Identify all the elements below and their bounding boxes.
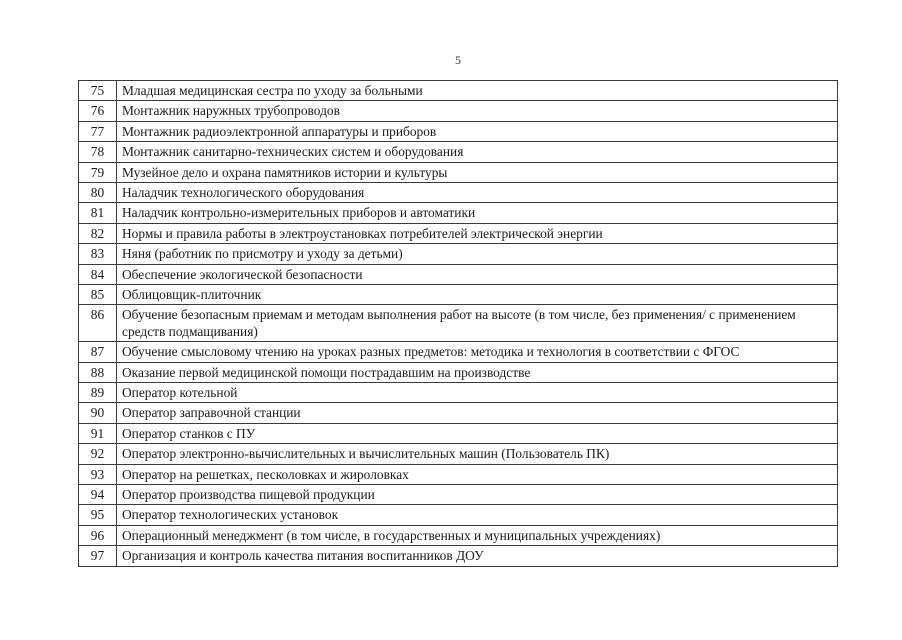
row-number: 94 [79,485,117,505]
row-number: 77 [79,121,117,141]
row-number: 82 [79,223,117,243]
row-title: Монтажник наружных трубопроводов [117,101,838,121]
row-number: 75 [79,81,117,101]
row-number: 96 [79,525,117,545]
table-row [79,121,838,141]
course-list-table [78,80,838,567]
table-row [79,362,838,382]
row-title: Няня (работник по присмотру и уходу за детьми) [117,244,838,264]
row-title: Оператор электронно-вычислительных и вычислительных машин (Пользователь ПК) [117,444,838,464]
row-title: Обучение смысловому чтению на уроках разных предметов: методика и технология в соответствии с ФГОС [117,342,838,362]
row-number: 80 [79,182,117,202]
row-number: 87 [79,342,117,362]
row-title: Операционный менеджмент (в том числе, в государственных и муниципальных учреждениях) [117,525,838,545]
table-row [79,505,838,525]
table-row [79,264,838,284]
row-number: 88 [79,362,117,382]
row-number: 76 [79,101,117,121]
table-row [79,142,838,162]
table-row [79,342,838,362]
row-number: 93 [79,464,117,484]
table-row [79,305,838,342]
table-row [79,203,838,223]
row-number: 86 [79,305,117,342]
table-row [79,223,838,243]
row-number: 91 [79,423,117,443]
row-title: Обучение безопасным приемам и методам выполнения работ на высоте (в том числе, без применения/ с применением средств подмащивания) [117,305,838,342]
table-row [79,546,838,566]
row-title: Наладчик технологического оборудования [117,182,838,202]
table-row [79,485,838,505]
row-number: 83 [79,244,117,264]
row-title: Оператор технологических установок [117,505,838,525]
row-number: 95 [79,505,117,525]
row-number: 89 [79,383,117,403]
row-title: Нормы и правила работы в электроустановках потребителей электрической энергии [117,223,838,243]
table-row [79,525,838,545]
row-title: Оператор заправочной станции [117,403,838,423]
page-number: 5 [455,53,461,67]
row-title: Монтажник санитарно-технических систем и оборудования [117,142,838,162]
row-number: 78 [79,142,117,162]
table-row [79,423,838,443]
table-row [79,464,838,484]
row-title: Оказание первой медицинской помощи пострадавшим на производстве [117,362,838,382]
row-title: Наладчик контрольно-измерительных приборов и автоматики [117,203,838,223]
row-number: 97 [79,546,117,566]
row-title: Организация и контроль качества питания воспитанников ДОУ [117,546,838,566]
row-title: Оператор на решетках, песколовках и жироловках [117,464,838,484]
table-row [79,244,838,264]
row-title: Обеспечение экологической безопасности [117,264,838,284]
row-title: Оператор производства пищевой продукции [117,485,838,505]
row-number: 85 [79,284,117,304]
table-row [79,444,838,464]
row-number: 90 [79,403,117,423]
table-row [79,383,838,403]
row-title: Младшая медицинская сестра по уходу за больными [117,81,838,101]
table-row [79,182,838,202]
table-row [79,403,838,423]
row-number: 84 [79,264,117,284]
table-row [79,81,838,101]
table-row [79,284,838,304]
row-title: Оператор котельной [117,383,838,403]
row-title: Монтажник радиоэлектронной аппаратуры и приборов [117,121,838,141]
row-number: 92 [79,444,117,464]
row-title: Музейное дело и охрана памятников истории и культуры [117,162,838,182]
row-title: Оператор станков с ПУ [117,423,838,443]
row-number: 81 [79,203,117,223]
row-title: Облицовщик-плиточник [117,284,838,304]
table-row [79,101,838,121]
row-number: 79 [79,162,117,182]
table-row [79,162,838,182]
